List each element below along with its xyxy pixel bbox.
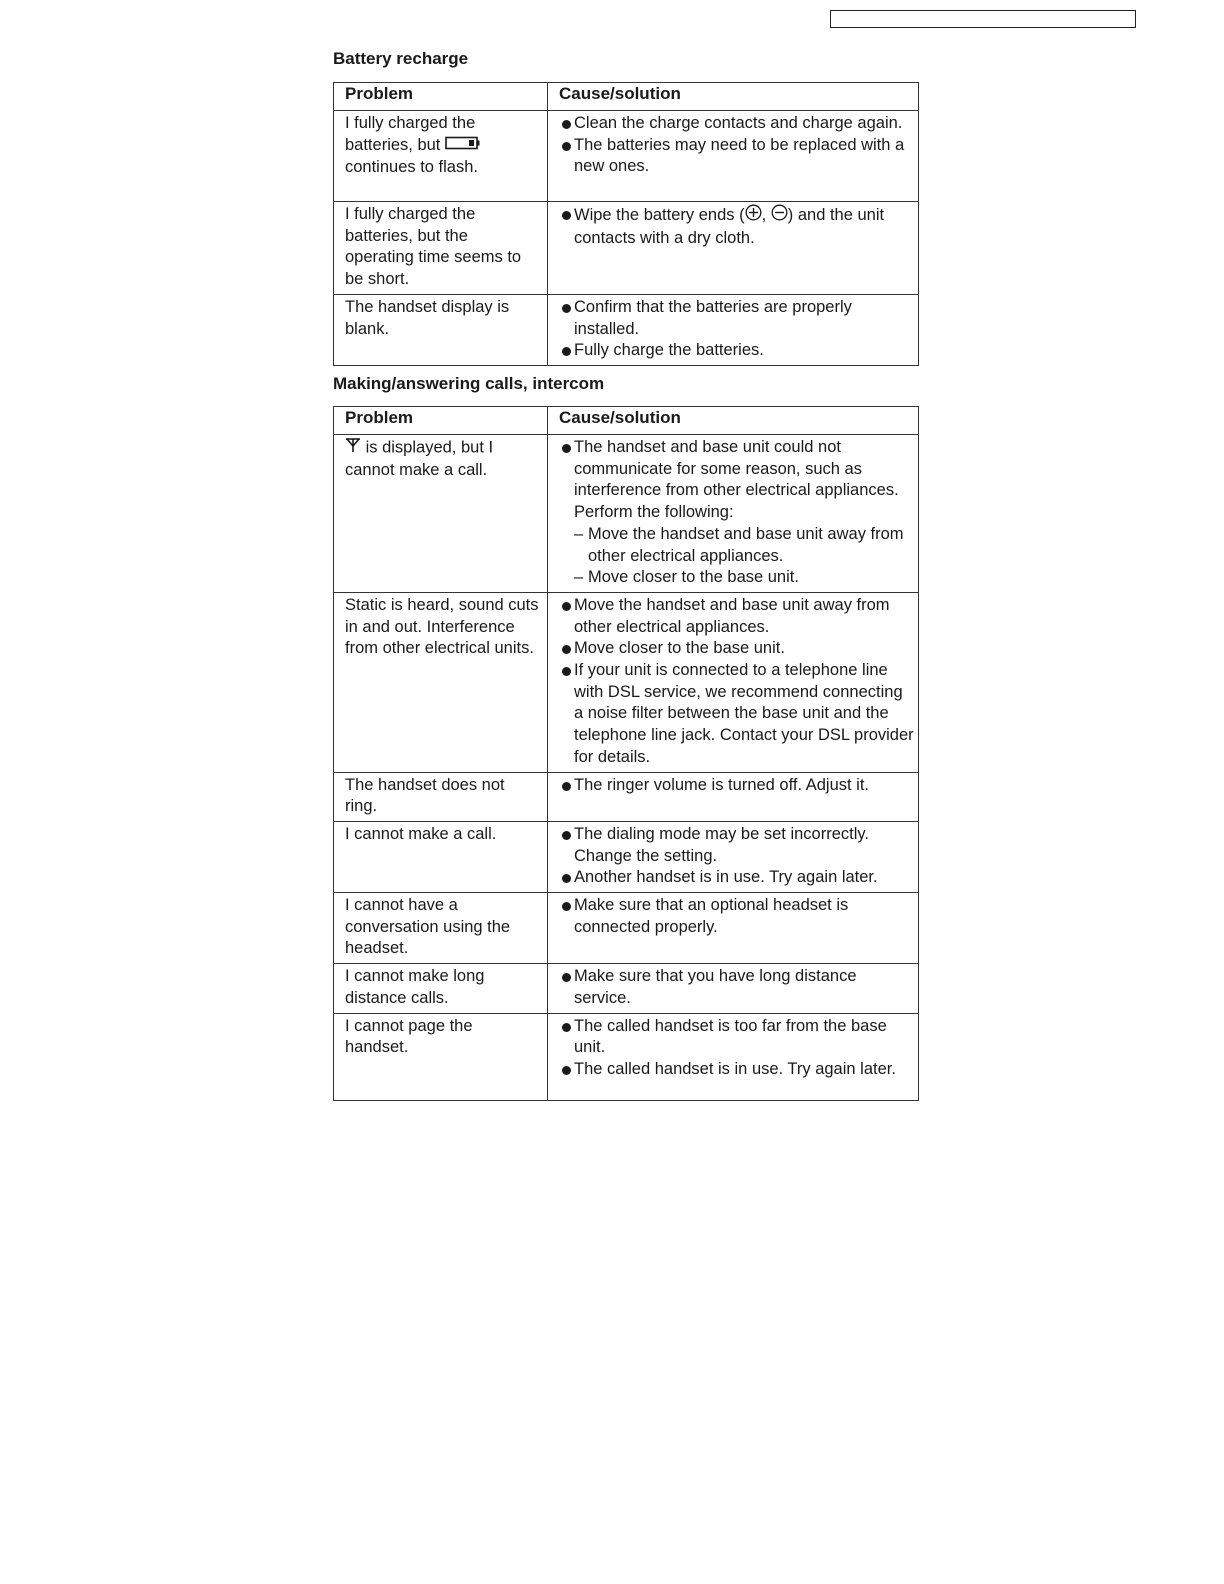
table-row bbox=[334, 202, 919, 295]
solution-item: The ringer volume is turned off. Adjust it. bbox=[561, 775, 916, 797]
sub-item bbox=[561, 567, 916, 589]
solution-cell bbox=[548, 202, 919, 295]
solution-header: Cause/solution bbox=[548, 83, 919, 111]
solution-item: The dialing mode may be set incorrectly. Change the setting. bbox=[561, 824, 916, 867]
solution-item: Another handset is in use. Try again later. bbox=[561, 867, 916, 889]
solution-item: The handset and base unit could not communicate for some reason, such as interference from other electrical appliances. Perform the following: bbox=[561, 437, 916, 524]
problem-cell bbox=[334, 111, 548, 202]
battery-recharge-title: Battery recharge bbox=[333, 49, 469, 68]
solution-cell bbox=[548, 772, 919, 821]
solution-item: Clean the charge contacts and charge again. bbox=[561, 113, 916, 135]
solution-item: Make sure that an optional headset is connected properly. bbox=[561, 895, 916, 938]
antenna-icon bbox=[345, 437, 361, 460]
solution-item: Move closer to the base unit. bbox=[561, 638, 916, 660]
table-row bbox=[334, 111, 919, 202]
problem-cell: I cannot make long distance calls. bbox=[334, 964, 548, 1013]
sub-item-text: Move the handset and base unit away from other electrical appliances. bbox=[588, 524, 904, 565]
solution-header: Cause/solution bbox=[548, 407, 919, 435]
problem-cell: I cannot have a conversation using the headset. bbox=[334, 893, 548, 964]
table-row bbox=[334, 294, 919, 365]
solution-cell bbox=[548, 893, 919, 964]
solution-cell bbox=[548, 592, 919, 772]
solution-text: Wipe the battery ends ( bbox=[574, 206, 745, 225]
dash: – bbox=[574, 568, 584, 587]
solution-item bbox=[561, 204, 916, 249]
table-header-row bbox=[334, 83, 919, 111]
solution-item: The called handset is too far from the base unit. bbox=[561, 1016, 916, 1059]
table-row bbox=[334, 435, 919, 593]
page-header-box bbox=[830, 10, 1136, 28]
battery-recharge-table bbox=[333, 82, 919, 366]
solution-cell bbox=[548, 435, 919, 593]
making-calls-title: Making/answering calls, intercom bbox=[333, 374, 605, 393]
solution-item: If your unit is connected to a telephone line with DSL service, we recommend connecting a noise filter between the base unit and the telephone line jack. Contact your DSL provider for details. bbox=[561, 660, 916, 769]
problem-cell: The handset does not ring. bbox=[334, 772, 548, 821]
solution-cell bbox=[548, 964, 919, 1013]
solution-item: Make sure that you have long distance service. bbox=[561, 966, 916, 1009]
battery-icon bbox=[445, 135, 481, 157]
solution-cell bbox=[548, 111, 919, 202]
problem-header: Problem bbox=[334, 83, 548, 111]
problem-cell: The handset display is blank. bbox=[334, 294, 548, 365]
solution-item: Confirm that the batteries are properly installed. bbox=[561, 297, 916, 340]
table-row bbox=[334, 1013, 919, 1100]
solution-text: ) and the unit contacts with a dry cloth. bbox=[574, 206, 885, 247]
solution-cell bbox=[548, 1013, 919, 1100]
table-row bbox=[334, 821, 919, 892]
plus-circle-icon bbox=[745, 204, 762, 228]
table-row bbox=[334, 772, 919, 821]
problem-text: is displayed, but I cannot make a call. bbox=[345, 438, 494, 479]
minus-circle-icon bbox=[771, 204, 788, 228]
problem-cell: I cannot make a call. bbox=[334, 821, 548, 892]
sub-item bbox=[561, 524, 916, 567]
table-header-row bbox=[334, 407, 919, 435]
solution-item: The batteries may need to be replaced with a new ones. bbox=[561, 135, 916, 178]
solution-item: Fully charge the batteries. bbox=[561, 340, 916, 362]
table-row bbox=[334, 964, 919, 1013]
problem-cell: I fully charged the batteries, but the operating time seems to be short. bbox=[334, 202, 548, 295]
dash: – bbox=[574, 524, 584, 543]
table-row bbox=[334, 592, 919, 772]
table-row bbox=[334, 893, 919, 964]
solution-cell bbox=[548, 821, 919, 892]
solution-cell bbox=[548, 294, 919, 365]
sub-item-text: Move closer to the base unit. bbox=[588, 568, 799, 587]
problem-cell: Static is heard, sound cuts in and out. Interference from other electrical units. bbox=[334, 592, 548, 772]
solution-item: The called handset is in use. Try again later. bbox=[561, 1059, 916, 1081]
problem-text: I fully charged the batteries, but bbox=[345, 114, 476, 154]
problem-cell bbox=[334, 435, 548, 593]
making-calls-table bbox=[333, 406, 919, 1101]
problem-text: continues to flash. bbox=[345, 157, 478, 176]
solution-text: , bbox=[761, 206, 767, 225]
problem-cell: I cannot page the handset. bbox=[334, 1013, 548, 1100]
problem-header: Problem bbox=[334, 407, 548, 435]
solution-item: Move the handset and base unit away from other electrical appliances. bbox=[561, 595, 916, 638]
